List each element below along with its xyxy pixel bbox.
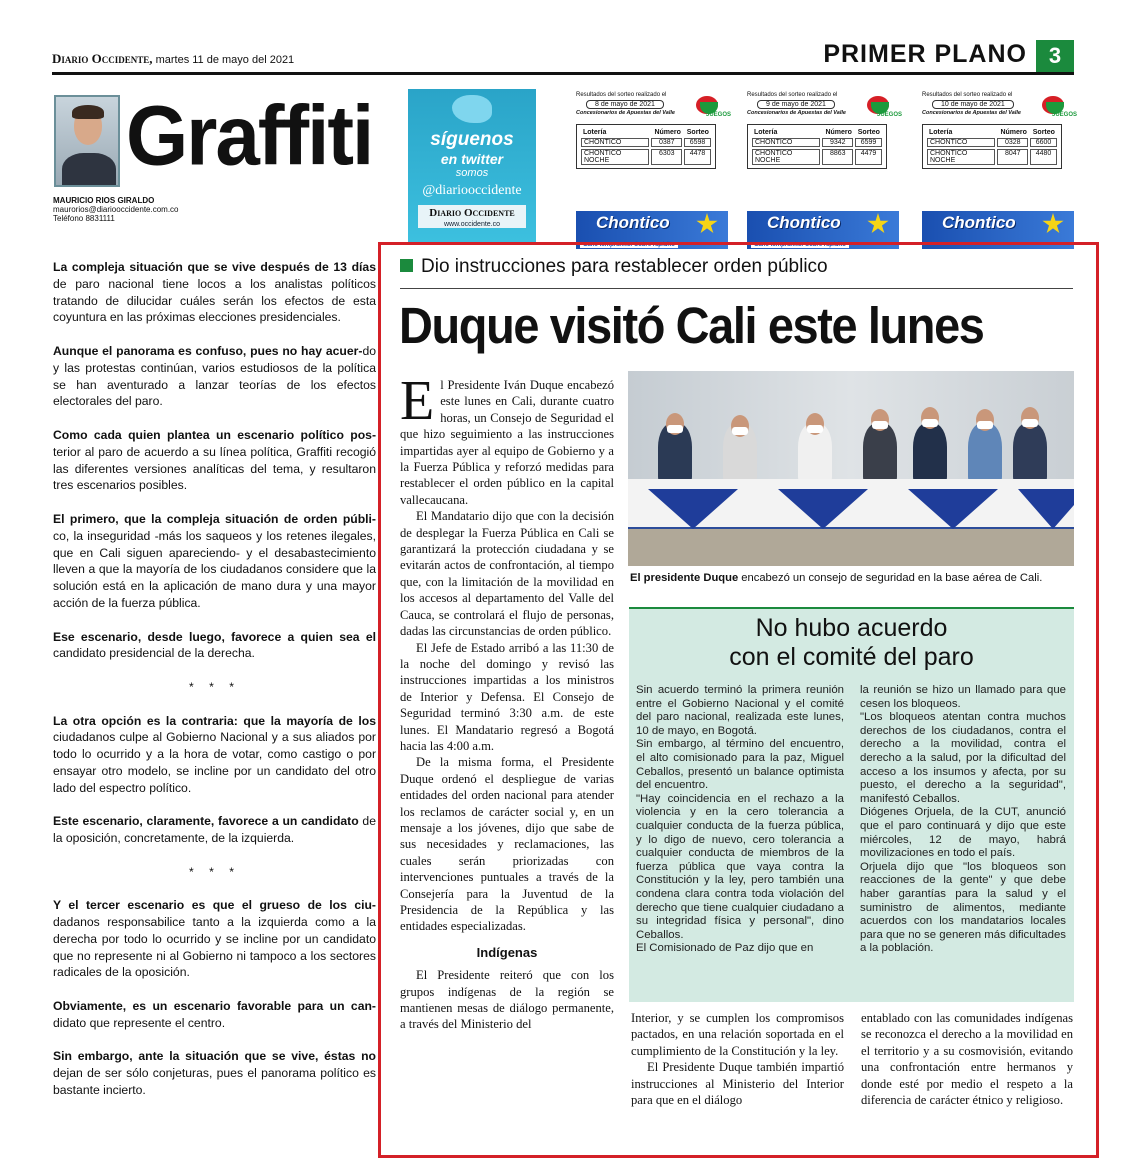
- chontico-banner: Chontico Gane tempranito. Cobre rapidito: [576, 211, 728, 249]
- article-paragraph: De la misma forma, el Presidente Duque ordenó el despliegue de varias entidades del orden nacional para atender los reclamos de carácter social y, en un mensaje a los jóvenes, dijo que sabe de sus necesidades y reclamaciones, las cuales serán priorizadas con intervenciones puntuales a través de la Consejería para la Juventud de la Presidencia de la República y las entidades especializadas.: [400, 755, 614, 934]
- ad-line: síguenos: [430, 129, 514, 150]
- green-square-icon: [400, 259, 413, 272]
- section-separator: * * *: [188, 679, 240, 694]
- twitter-ad: [408, 89, 536, 242]
- table-row: CHONTICO 0328 6600: [927, 138, 1057, 147]
- article-paragraph: entablado con las comunidades indígenas se reconozca el derecho a la movilidad en el territorio y a su cosmovisión, evitando una confrontación entre hermanos y donde esté por medio el respeto a la diferencia de carácter étnico y religioso.: [861, 1011, 1073, 1108]
- article-kicker: Dio instrucciones para restablecer orden público: [400, 256, 828, 278]
- table-row: CHONTICO NOCHE 8863 4479: [752, 149, 882, 165]
- ad-line: en twitter: [440, 151, 504, 167]
- article-paragraph: El Mandatario dijo que con la decisión de desplegar la Fuerza Pública en Cali se garantizará la protección ciudadana y se evitarán actos de confrontación, al tiempo que, con la limitación de la movilidad en los accesos al departamento del Valle del Cauca, se controlará el flujo de personas, dadas las circunstancias de orden público.: [400, 509, 614, 639]
- lottery-date: 9 de mayo de 2021: [757, 100, 835, 109]
- chontico-banner: Chontico: [922, 211, 1074, 249]
- box-paragraph: "Los bloqueos atentan contra muchos derechos de los ciudadanos, contra el derecho a la movilidad, contra el derecho a la salud, por la dificultad del acceso a los insumos y afecta, por su puesto, el derecho a la seguridad", manifestó Ceballos.: [860, 711, 1066, 805]
- drop-cap: E: [400, 370, 435, 432]
- column-paragraph: Sin embargo, ante la situación que se vive, éstas no dejan de ser sólo conjeturas, pues el panorama político es bastante incierto.: [53, 1049, 376, 1098]
- article-paragraph: El Jefe de Estado arribó a las 11:30 de la noche del domingo y revisó las instrucciones impartidas a los ministros de Interior y Defensa. El Consejo de Seguridad terminó 3:30 a.m. de este lunes. El Mandatario regresó a Bogotá hacia las 4:00 a.m.: [400, 640, 614, 753]
- author-email: maurorios@diariooccidente.com.co: [53, 205, 179, 214]
- box-paragraph: Diógenes Orjuela, de la CUT, anunció que el paro continuará y dijo que este miércoles, 12 de mayo, habrá movilizaciones en todo el país.: [860, 806, 1066, 860]
- page-number: 3: [1036, 40, 1074, 72]
- box-paragraph: "Hay coincidencia en el rechazo a la violencia y en la cero tolerancia a cualquier conducta de la fuerza pública, y lo digo de nuevo, cero tolerancia a cualquier conducta de miembros de la fuerza pública que vaya contra la Constitución y la ley, pero también una condena clara contra toda violación del derecho que tiene cualquier ciudadano a su integridad física y personal", dino Ceballos.: [636, 792, 844, 941]
- chontico-banner: Chontico Gane tempranito. Cobre rapidito: [747, 211, 899, 249]
- table-row: CHONTICO NOCHE 8047 4480: [927, 149, 1057, 165]
- lottery-heading: Resultados del sorteo realizado el: [922, 92, 1013, 98]
- article-subhead: Indígenas: [476, 944, 538, 960]
- lottery-date: 10 de mayo de 2021: [932, 100, 1014, 109]
- lottery-date: 8 de mayo de 2021: [586, 100, 664, 109]
- ad-logo: Diario Occidente: [418, 205, 526, 221]
- column-paragraph: La otra opción es la contraria: que la mayoría de los ciudadanos culpe al Gobierno Nacional y a sus aliados por todo lo ocurrido y a la hora de votar, como castigo o por ensayar otro modelo, se incline por un candidato del otro lado del espectro político.: [53, 713, 376, 795]
- article-paragraph: Interior, y se cumplen los compromisos pactados, en una relación soportada en el cumplimiento de la Constitución y la ley.: [631, 1011, 844, 1058]
- column-title: Graffiti: [126, 88, 373, 183]
- box-paragraph: la reunión se hizo un llamado para que cesen los bloqueos.: [860, 684, 1066, 710]
- columnist-photo: [54, 95, 120, 187]
- twitter-handle: @diariooccidente: [422, 183, 522, 198]
- column-paragraph: Y el tercer escenario es que el grueso de los ciu-dadanos responsabilice tanto a la izquierda como a la derecha por todo lo ocurrido y se incline por un candidato que no represente ni al Gobierno ni tampoco a los sectores radicales de la oposición.: [53, 898, 376, 980]
- lottery-results-ad: [576, 92, 732, 250]
- security-council-photo: [628, 371, 1074, 566]
- lottery-heading: Resultados del sorteo realizado el: [747, 92, 838, 98]
- column-paragraph: Como cada quien plantea un escenario político pos-terior al paro de acuerdo a su línea política, Graffiti recogió las diferentes versiones analíticas del tema, y resultaron tres escenarios posibles.: [53, 427, 376, 493]
- columnist-credit: [53, 196, 179, 223]
- box-paragraph: El Comisionado de Paz dijo que en: [636, 942, 814, 955]
- twitter-bird-icon: [452, 95, 492, 123]
- column-paragraph: El primero, que la compleja situación de orden públi-co, la inseguridad -más los saqueos y los retenes ilegales, que en Cali siguen apareciendo- y el desabastecimiento lleven a que la mayoría de los ciudadanos considere que la solución está en la aplicación de mano dura y una mayor acción de la fuerza pública.: [53, 511, 376, 610]
- article-body-col1: [400, 370, 614, 1033]
- sidebar-box-col1: [636, 684, 844, 956]
- article-paragraph: El Presidente Iván Duque encabezó este lunes en Cali, durante cuatro horas, un Consejo de Seguridad el que hizo seguimiento a las instrucciones impartidas ayer al equipo de Gobierno y a la Fuerza Pública y reforzó medidas para restablecer el orden público en la capital vallecaucana.: [400, 370, 614, 507]
- lottery-table: Lotería Número Sorteo CHONTICO 9342 6599 CHONTICO NOCHE 8863 4479: [747, 124, 887, 169]
- lottery-table: Lotería Número Sorteo CHONTICO 0328 6600 CHONTICO NOCHE 8047 4480: [922, 124, 1062, 169]
- box-paragraph: Sin embargo, al término del encuentro, el alto comisionado para la paz, Miguel Ceballos, presentó un balance optimista del encuentro.: [636, 738, 844, 792]
- article-body-col3: [861, 1010, 1073, 1108]
- article-body-col2: [631, 1010, 844, 1108]
- author-name: MAURICIO RIOS GIRALDO: [53, 196, 155, 205]
- header-rule: [52, 72, 1074, 75]
- article-paragraph: El Presidente reiteró que con los grupos indígenas de la región se mantienen mesas de diálogo permanente, a través del Ministerio del: [400, 968, 614, 1032]
- column-paragraph: Obviamente, es un escenario favorable para un can-didato que represente el centro.: [53, 999, 376, 1030]
- table-row: CHONTICO 0387 6598: [581, 138, 711, 147]
- newspaper-brand: Diario Occidente,: [52, 51, 153, 66]
- lottery-concession: Concesionarios de Apuestas del Valle: [576, 110, 675, 116]
- lottery-table: Lotería Número Sorteo CHONTICO 0387 6598 CHONTICO NOCHE 6303 4478: [576, 124, 716, 169]
- ad-line: somos: [455, 167, 489, 179]
- sidebar-box-col2: [860, 684, 1066, 956]
- juegos-logo-icon: JUEGOS: [863, 96, 893, 118]
- table-row: CHONTICO 9342 6599: [752, 138, 882, 147]
- box-paragraph: Sin acuerdo terminó la primera reunión entre el Gobierno Nacional y el comité del paro nacional, realizada este lunes, 10 de mayo, en Bogotá.: [636, 684, 844, 737]
- ad-url: www.occidente.co: [418, 221, 526, 228]
- star-icon: [867, 213, 889, 235]
- column-paragraph: Ese escenario, desde luego, favorece a quien sea el candidato presidencial de la derecha.: [53, 629, 376, 661]
- lottery-results-ad: [922, 92, 1078, 250]
- column-paragraph: La compleja situación que se vive después de 13 días de paro nacional tiene locos a los analistas políticos tratando de dilucidar cuáles serán los efectos de esta coyuntura en las próximas elecciones presidenciales.: [53, 260, 376, 325]
- column-paragraph: Aunque el panorama es confuso, pues no hay acuer-do y las protestas continúan, varios estudiosos de la política se han aventurado a lanzar teorías de los efectos electorales del paro.: [53, 343, 376, 409]
- kicker-rule: [400, 288, 1073, 289]
- photo-caption: El presidente Duque encabezó un consejo de seguridad en la base aérea de Cali.: [630, 572, 1043, 584]
- article-headline: Duque visitó Cali este lunes: [399, 297, 984, 354]
- article-paragraph: El Presidente Duque también impartió instrucciones al Ministerio del Interior para que en el diálogo: [631, 1060, 844, 1108]
- juegos-logo-icon: JUEGOS: [1038, 96, 1068, 118]
- box-paragraph: Orjuela dijo que "los bloqueos son reacciones de la gente" y que debe haber garantías para la salud y el suministro de alimentos, mediante acuerdos con los mandatarios locales para que no se generen más dificultades a la población.: [860, 860, 1066, 955]
- section-title: PRIMER PLANO: [823, 40, 1027, 68]
- lottery-heading: Resultados del sorteo realizado el: [576, 92, 667, 98]
- column-paragraph: Este escenario, claramente, favorece a un candidato de la oposición, concretamente, de la izquierda.: [53, 814, 376, 846]
- juegos-logo-icon: JUEGOS: [692, 96, 722, 118]
- star-icon: [1042, 213, 1064, 235]
- lottery-concession: Concesionarios de Apuestas del Valle: [922, 110, 1021, 116]
- masthead-date-line: [52, 51, 294, 67]
- author-phone: Teléfono 8831111: [53, 214, 115, 223]
- star-icon: [696, 213, 718, 235]
- section-separator: * * *: [188, 864, 240, 879]
- sidebar-box-title: No hubo acuerdo con el comité del paro: [729, 614, 974, 671]
- lottery-results-ad: [747, 92, 903, 250]
- lottery-concession: Concesionarios de Apuestas del Valle: [747, 110, 846, 116]
- table-row: CHONTICO NOCHE 6303 4478: [581, 149, 711, 165]
- issue-date: martes 11 de mayo del 2021: [155, 54, 295, 66]
- graffiti-column-body: [53, 259, 376, 1116]
